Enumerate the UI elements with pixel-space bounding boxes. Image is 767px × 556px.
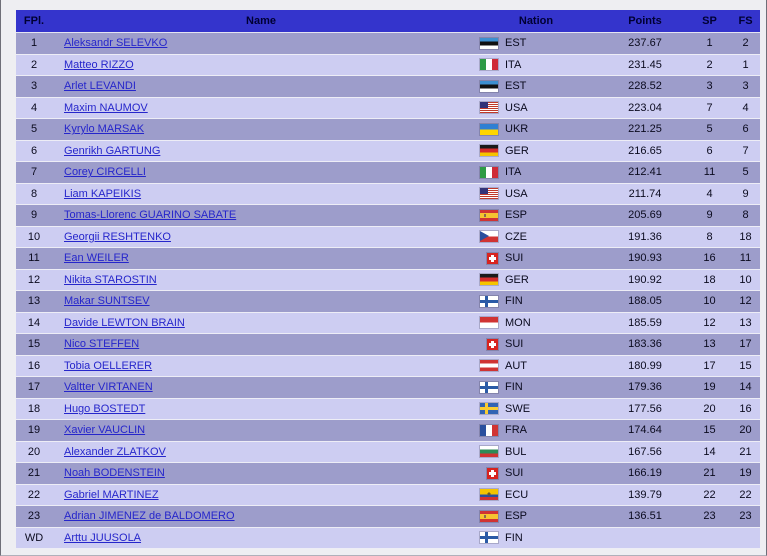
name-cell xyxy=(52,506,470,528)
nation-cell xyxy=(470,226,602,248)
skater-link[interactable]: Genrikh GARTUNG xyxy=(64,144,161,157)
nation-cell xyxy=(470,33,602,55)
fs-cell: 4 xyxy=(731,97,760,119)
nation-cell xyxy=(470,119,602,141)
flag-aut-icon xyxy=(480,360,498,371)
sp-cell: 15 xyxy=(688,420,731,442)
name-cell xyxy=(52,334,470,356)
flag-swe-icon xyxy=(480,403,498,414)
points-cell: 180.99 xyxy=(602,355,688,377)
nation-code: FRA xyxy=(505,424,527,437)
points-cell: 166.19 xyxy=(602,463,688,485)
flagbox xyxy=(478,425,498,436)
nation-cell xyxy=(470,183,602,205)
points-cell: 228.52 xyxy=(602,76,688,98)
rank-cell: 20 xyxy=(16,441,52,463)
sp-cell: 13 xyxy=(688,334,731,356)
flag-esp-icon xyxy=(480,210,498,221)
points-cell: 190.92 xyxy=(602,269,688,291)
nation-wrap xyxy=(470,295,602,307)
nation-wrap xyxy=(470,403,602,415)
skater-link[interactable]: Hugo BOSTEDT xyxy=(64,402,146,415)
skater-link[interactable]: Noah BODENSTEIN xyxy=(64,467,165,480)
flag-sui-icon xyxy=(487,468,498,479)
name-cell xyxy=(52,355,470,377)
results-table xyxy=(16,10,760,549)
sp-cell: 1 xyxy=(688,33,731,55)
flag-est-icon xyxy=(480,81,498,92)
flag-esp-icon xyxy=(480,511,498,522)
points-cell xyxy=(602,527,688,549)
nation-code: ECU xyxy=(505,488,529,501)
sp-cell: 12 xyxy=(688,312,731,334)
table-row xyxy=(16,527,760,549)
table-row xyxy=(16,441,760,463)
fs-cell: 5 xyxy=(731,162,760,184)
points-cell: 221.25 xyxy=(602,119,688,141)
flag-usa-icon xyxy=(480,188,498,199)
nation-wrap xyxy=(470,252,602,264)
flagbox xyxy=(478,124,498,135)
nation-code: EST xyxy=(505,80,527,93)
results-table-header xyxy=(16,10,760,33)
flagbox xyxy=(478,317,498,328)
rank-cell: 6 xyxy=(16,140,52,162)
nation-code: USA xyxy=(505,187,528,200)
name-cell xyxy=(52,226,470,248)
flagbox xyxy=(478,274,498,285)
flag-sui-icon xyxy=(487,339,498,350)
rank-cell: 23 xyxy=(16,506,52,528)
nation-wrap xyxy=(470,188,602,200)
fs-cell: 21 xyxy=(731,441,760,463)
flag-ecu-icon xyxy=(480,489,498,500)
table-row xyxy=(16,33,760,55)
flagbox xyxy=(478,296,498,307)
flagbox xyxy=(478,59,498,70)
rank-cell: 12 xyxy=(16,269,52,291)
name-cell xyxy=(52,291,470,313)
table-row xyxy=(16,377,760,399)
nation-code: SUI xyxy=(505,338,524,351)
name-cell xyxy=(52,54,470,76)
column-header-nation: Nation xyxy=(470,10,602,33)
skater-link[interactable]: Davide LEWTON BRAIN xyxy=(64,316,185,329)
rank-cell: 16 xyxy=(16,355,52,377)
table-row xyxy=(16,398,760,420)
name-cell xyxy=(52,420,470,442)
sp-cell: 10 xyxy=(688,291,731,313)
nation-wrap xyxy=(470,123,602,135)
sp-cell xyxy=(688,527,731,549)
table-row xyxy=(16,119,760,141)
nation-cell xyxy=(470,355,602,377)
nation-code: ESP xyxy=(505,510,528,523)
fs-cell: 17 xyxy=(731,334,760,356)
points-cell: 177.56 xyxy=(602,398,688,420)
name-cell xyxy=(52,119,470,141)
flagbox xyxy=(478,403,498,414)
points-cell: 190.93 xyxy=(602,248,688,270)
column-header-sp: SP xyxy=(688,10,731,33)
points-cell: 174.64 xyxy=(602,420,688,442)
name-cell xyxy=(52,248,470,270)
skater-link[interactable]: Kyrylo MARSAK xyxy=(64,123,145,136)
points-cell: 223.04 xyxy=(602,97,688,119)
sp-cell: 22 xyxy=(688,484,731,506)
nation-cell xyxy=(470,54,602,76)
table-row xyxy=(16,463,760,485)
nation-wrap xyxy=(470,166,602,178)
flagbox xyxy=(478,446,498,457)
fs-cell: 10 xyxy=(731,269,760,291)
skater-link[interactable]: Nico STEFFEN xyxy=(64,338,140,351)
nation-wrap xyxy=(470,510,602,522)
name-cell xyxy=(52,527,470,549)
rank-cell: 10 xyxy=(16,226,52,248)
nation-code: GER xyxy=(505,144,529,157)
rank-cell: 17 xyxy=(16,377,52,399)
points-cell: 183.36 xyxy=(602,334,688,356)
nation-code: SWE xyxy=(505,402,531,415)
name-cell xyxy=(52,377,470,399)
table-row xyxy=(16,97,760,119)
table-row xyxy=(16,420,760,442)
flagbox xyxy=(478,102,498,113)
sp-cell: 8 xyxy=(688,226,731,248)
flagbox xyxy=(478,145,498,156)
points-cell: 136.51 xyxy=(602,506,688,528)
sp-cell: 4 xyxy=(688,183,731,205)
points-cell: 205.69 xyxy=(602,205,688,227)
flagbox xyxy=(478,210,498,221)
results-table-body xyxy=(16,33,760,549)
nation-cell xyxy=(470,291,602,313)
flagbox xyxy=(478,468,498,479)
nation-wrap xyxy=(470,381,602,393)
flag-fin-icon xyxy=(480,296,498,307)
name-cell xyxy=(52,33,470,55)
skater-link[interactable]: Corey CIRCELLI xyxy=(64,166,146,179)
flagbox xyxy=(478,382,498,393)
table-row xyxy=(16,162,760,184)
nation-wrap xyxy=(470,489,602,501)
nation-cell xyxy=(470,506,602,528)
rank-cell: 1 xyxy=(16,33,52,55)
skater-link[interactable]: Arlet LEVANDI xyxy=(64,80,136,93)
column-header-name: Name xyxy=(52,10,470,33)
nation-code: GER xyxy=(505,273,529,286)
nation-wrap xyxy=(470,467,602,479)
sp-cell: 17 xyxy=(688,355,731,377)
fs-cell xyxy=(731,527,760,549)
rank-cell: 7 xyxy=(16,162,52,184)
name-cell xyxy=(52,97,470,119)
fs-cell: 9 xyxy=(731,183,760,205)
flagbox xyxy=(478,188,498,199)
skater-link[interactable]: Gabriel MARTINEZ xyxy=(64,488,159,501)
rank-cell: 19 xyxy=(16,420,52,442)
nation-wrap xyxy=(470,532,602,544)
points-cell: 237.67 xyxy=(602,33,688,55)
rank-cell: 4 xyxy=(16,97,52,119)
nation-code: ESP xyxy=(505,209,528,222)
flagbox xyxy=(478,489,498,500)
sp-cell: 18 xyxy=(688,269,731,291)
fs-cell: 6 xyxy=(731,119,760,141)
nation-cell xyxy=(470,420,602,442)
skater-link[interactable]: Matteo RIZZO xyxy=(64,58,134,71)
points-cell: 211.74 xyxy=(602,183,688,205)
points-cell: 191.36 xyxy=(602,226,688,248)
nation-cell xyxy=(470,334,602,356)
fs-cell: 1 xyxy=(731,54,760,76)
sp-cell: 23 xyxy=(688,506,731,528)
fs-cell: 13 xyxy=(731,312,760,334)
nation-code: SUI xyxy=(505,467,524,480)
fs-cell: 12 xyxy=(731,291,760,313)
nation-code: AUT xyxy=(505,359,527,372)
nation-wrap xyxy=(470,231,602,243)
name-cell xyxy=(52,484,470,506)
sp-cell: 21 xyxy=(688,463,731,485)
points-cell: 139.79 xyxy=(602,484,688,506)
sp-cell: 19 xyxy=(688,377,731,399)
skater-link[interactable]: Liam KAPEIKIS xyxy=(64,187,142,200)
skater-link[interactable]: Nikita STAROSTIN xyxy=(64,273,157,286)
points-cell: 185.59 xyxy=(602,312,688,334)
nation-cell xyxy=(470,484,602,506)
table-row xyxy=(16,76,760,98)
nation-wrap xyxy=(470,317,602,329)
flagbox xyxy=(478,231,498,242)
skater-link[interactable]: Tomas-Llorenc GUARINO SABATE xyxy=(64,209,237,222)
skater-link[interactable]: Aleksandr SELEVKO xyxy=(64,37,168,50)
fs-cell: 8 xyxy=(731,205,760,227)
column-header-points: Points xyxy=(602,10,688,33)
nation-cell xyxy=(470,527,602,549)
nation-code: USA xyxy=(505,101,528,114)
nation-cell xyxy=(470,463,602,485)
skater-link[interactable]: Xavier VAUCLIN xyxy=(64,424,146,437)
nation-code: MON xyxy=(505,316,531,329)
rank-cell: WD xyxy=(16,527,52,549)
name-cell xyxy=(52,183,470,205)
name-cell xyxy=(52,269,470,291)
skater-link[interactable]: Adrian JIMENEZ de BALDOMERO xyxy=(64,510,235,523)
fs-cell: 22 xyxy=(731,484,760,506)
name-cell xyxy=(52,463,470,485)
flagbox xyxy=(478,532,498,543)
skater-link[interactable]: Maxim NAUMOV xyxy=(64,101,148,114)
sp-cell: 2 xyxy=(688,54,731,76)
sp-cell: 16 xyxy=(688,248,731,270)
nation-code: UKR xyxy=(505,123,529,136)
flag-ukr-icon xyxy=(480,124,498,135)
nation-cell xyxy=(470,140,602,162)
flag-bul-icon xyxy=(480,446,498,457)
rank-cell: 14 xyxy=(16,312,52,334)
flagbox xyxy=(478,360,498,371)
fs-cell: 18 xyxy=(731,226,760,248)
name-cell xyxy=(52,76,470,98)
rank-cell: 3 xyxy=(16,76,52,98)
nation-code: FIN xyxy=(505,381,523,394)
nation-wrap xyxy=(470,424,602,436)
table-row xyxy=(16,248,760,270)
fs-cell: 19 xyxy=(731,463,760,485)
table-row xyxy=(16,506,760,528)
table-row xyxy=(16,334,760,356)
nation-cell xyxy=(470,248,602,270)
skater-link[interactable]: Arttu JUUSOLA xyxy=(64,531,142,544)
nation-wrap xyxy=(470,145,602,157)
fs-cell: 16 xyxy=(731,398,760,420)
nation-cell xyxy=(470,398,602,420)
fs-cell: 23 xyxy=(731,506,760,528)
nation-wrap xyxy=(470,102,602,114)
name-cell xyxy=(52,312,470,334)
rank-cell: 18 xyxy=(16,398,52,420)
table-row xyxy=(16,140,760,162)
rank-cell: 22 xyxy=(16,484,52,506)
flag-usa-icon xyxy=(480,102,498,113)
nation-code: SUI xyxy=(505,252,524,265)
nation-wrap xyxy=(470,360,602,372)
nation-code: ITA xyxy=(505,58,522,71)
rank-cell: 5 xyxy=(16,119,52,141)
sp-cell: 7 xyxy=(688,97,731,119)
skater-link[interactable]: Ean WEILER xyxy=(64,252,129,265)
table-row xyxy=(16,312,760,334)
rank-cell: 11 xyxy=(16,248,52,270)
flagbox xyxy=(478,253,498,264)
skater-link[interactable]: Makar SUNTSEV xyxy=(64,295,150,308)
flag-fin-icon xyxy=(480,532,498,543)
table-row xyxy=(16,484,760,506)
name-cell xyxy=(52,205,470,227)
nation-wrap xyxy=(470,338,602,350)
points-cell: 216.65 xyxy=(602,140,688,162)
fs-cell: 3 xyxy=(731,76,760,98)
nation-cell xyxy=(470,97,602,119)
points-cell: 188.05 xyxy=(602,291,688,313)
flag-ita-icon xyxy=(480,59,498,70)
nation-code: CZE xyxy=(505,230,527,243)
rank-cell: 21 xyxy=(16,463,52,485)
name-cell xyxy=(52,140,470,162)
fs-cell: 15 xyxy=(731,355,760,377)
nation-wrap xyxy=(470,37,602,49)
nation-wrap xyxy=(470,446,602,458)
nation-cell xyxy=(470,377,602,399)
table-row xyxy=(16,291,760,313)
skater-link[interactable]: Tobia OELLERER xyxy=(64,359,153,372)
nation-cell xyxy=(470,205,602,227)
rank-cell: 8 xyxy=(16,183,52,205)
fs-cell: 7 xyxy=(731,140,760,162)
flag-fin-icon xyxy=(480,382,498,393)
nation-cell xyxy=(470,441,602,463)
nation-wrap xyxy=(470,209,602,221)
rank-cell: 9 xyxy=(16,205,52,227)
flag-ita-icon xyxy=(480,167,498,178)
nation-cell xyxy=(470,162,602,184)
points-cell: 167.56 xyxy=(602,441,688,463)
fs-cell: 14 xyxy=(731,377,760,399)
flag-fra-icon xyxy=(480,425,498,436)
flag-sui-icon xyxy=(487,253,498,264)
sp-cell: 9 xyxy=(688,205,731,227)
sp-cell: 3 xyxy=(688,76,731,98)
nation-code: ITA xyxy=(505,166,522,179)
nation-cell xyxy=(470,76,602,98)
name-cell xyxy=(52,398,470,420)
flag-est-icon xyxy=(480,38,498,49)
nation-code: BUL xyxy=(505,445,527,458)
sp-cell: 14 xyxy=(688,441,731,463)
flag-ger-icon xyxy=(480,145,498,156)
table-row xyxy=(16,205,760,227)
flagbox xyxy=(478,81,498,92)
flagbox xyxy=(478,167,498,178)
column-header-fpl: FPl. xyxy=(16,10,52,33)
sp-cell: 5 xyxy=(688,119,731,141)
flagbox xyxy=(478,339,498,350)
table-row xyxy=(16,355,760,377)
nation-code: FIN xyxy=(505,295,523,308)
flag-cze-icon xyxy=(480,231,498,242)
points-cell: 231.45 xyxy=(602,54,688,76)
skater-link[interactable]: Valtter VIRTANEN xyxy=(64,381,153,394)
nation-wrap xyxy=(470,59,602,71)
fs-cell: 20 xyxy=(731,420,760,442)
points-cell: 212.41 xyxy=(602,162,688,184)
flag-ger-icon xyxy=(480,274,498,285)
nation-wrap xyxy=(470,274,602,286)
sp-cell: 11 xyxy=(688,162,731,184)
nation-code: FIN xyxy=(505,531,523,544)
table-row xyxy=(16,183,760,205)
fs-cell: 11 xyxy=(731,248,760,270)
sp-cell: 6 xyxy=(688,140,731,162)
nation-cell xyxy=(470,312,602,334)
column-header-fs: FS xyxy=(731,10,760,33)
sp-cell: 20 xyxy=(688,398,731,420)
flag-mon-icon xyxy=(480,317,498,328)
name-cell xyxy=(52,162,470,184)
nation-cell xyxy=(470,269,602,291)
nation-wrap xyxy=(470,80,602,92)
rank-cell: 13 xyxy=(16,291,52,313)
rank-cell: 2 xyxy=(16,54,52,76)
skater-link[interactable]: Georgii RESHTENKO xyxy=(64,230,171,243)
table-row xyxy=(16,269,760,291)
points-cell: 179.36 xyxy=(602,377,688,399)
nation-code: EST xyxy=(505,37,527,50)
rank-cell: 15 xyxy=(16,334,52,356)
table-row xyxy=(16,226,760,248)
fs-cell: 2 xyxy=(731,33,760,55)
table-row xyxy=(16,54,760,76)
name-cell xyxy=(52,441,470,463)
flagbox xyxy=(478,511,498,522)
flagbox xyxy=(478,38,498,49)
skater-link[interactable]: Alexander ZLATKOV xyxy=(64,445,166,458)
